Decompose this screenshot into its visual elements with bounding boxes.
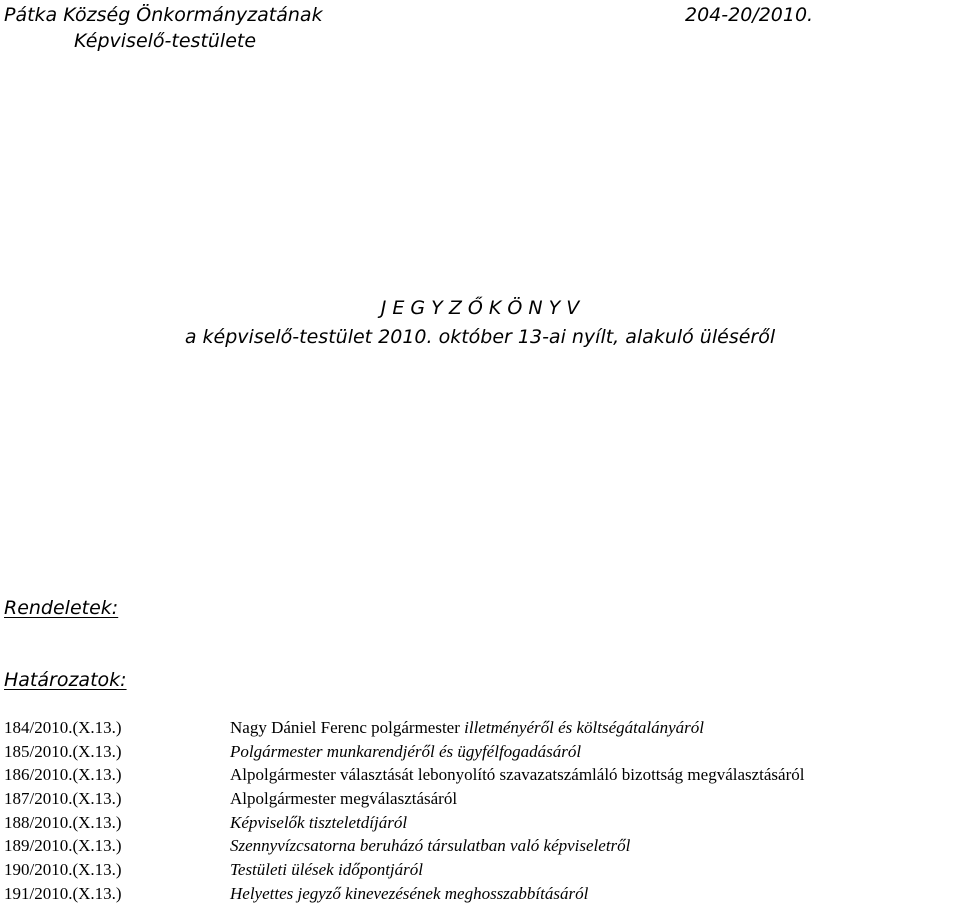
resolution-number: 184/2010.(X.13.) (4, 718, 122, 737)
resolution-title: Szennyvízcsatorna beruházó társulatban való képviseletről (230, 836, 631, 856)
resolution-number: 191/2010.(X.13.) (4, 883, 122, 903)
resolution-title-part: Nagy Dániel Ferenc polgármester (230, 718, 465, 737)
organization-name: Pátka Község Önkormányzatának (4, 4, 323, 26)
governing-body: Képviselő-testülete (74, 30, 257, 52)
ordinances-heading: Rendeletek: (4, 597, 119, 619)
resolution-title-part: illetményéről és költségátalányáról (464, 718, 704, 737)
resolution-number: 187/2010.(X.13.) (4, 789, 122, 809)
resolution-title: Alpolgármester megválasztásáról (230, 789, 458, 809)
resolution-number: 189/2010.(X.13.) (4, 836, 122, 856)
resolution-number: 185/2010.(X.13.) (4, 741, 122, 761)
resolution-number: 188/2010.(X.13.) (4, 812, 122, 832)
reference-number: 204-20/2010. (685, 4, 814, 26)
document-subtitle: a képviselő-testület 2010. október 13-ai nyílt, alakuló üléséről (184, 326, 776, 348)
resolution-title: Képviselők tiszteletdíjáról (230, 812, 408, 832)
resolution-title: Helyettes jegyző kinevezésének meghosszabbításáról (230, 883, 589, 903)
resolution-title: Testületi ülések időpontjáról (230, 860, 423, 880)
resolution-number: 190/2010.(X.13.) (4, 860, 122, 880)
resolution-title (230, 716, 704, 740)
resolution-number: 186/2010.(X.13.) (4, 765, 122, 785)
resolutions-heading: Határozatok: (4, 669, 127, 691)
resolution-title: Polgármester munkarendjéről és ügyfélfogadásáról (230, 741, 582, 761)
resolution-title: Alpolgármester választását lebonyolító szavazatszámláló bizottság megválasztásáról (230, 765, 805, 785)
document-title: J E G Y Z Ő K Ö N Y V (380, 297, 580, 319)
